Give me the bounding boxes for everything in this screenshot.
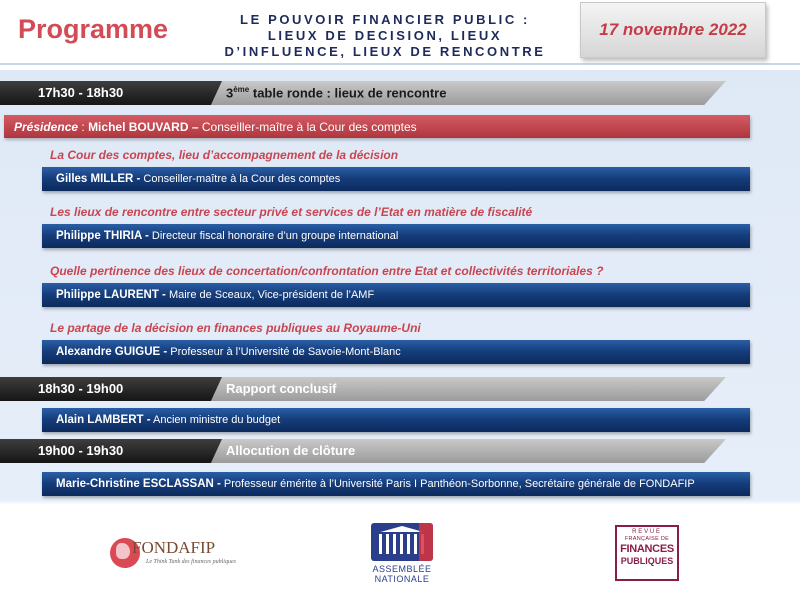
session-label-text: table ronde : lieux de rencontre xyxy=(249,85,447,101)
speaker-role: Conseiller-maître à la Cour des comptes xyxy=(140,173,341,185)
presidence-name: Michel BOUVARD – xyxy=(88,120,199,134)
event-date: 17 novembre 2022 xyxy=(599,20,747,39)
speaker-name: Philippe THIRIA - xyxy=(56,230,149,242)
assemblee-nationale-logo xyxy=(362,523,442,589)
event-title-line-1: LE POUVOIR FINANCIER PUBLIC : xyxy=(240,12,530,27)
presidence-bar xyxy=(4,115,750,138)
emblem-red-stripe xyxy=(419,523,433,561)
rffp-line-3: FINANCES xyxy=(620,543,674,555)
footer-logos xyxy=(0,505,800,600)
session-label xyxy=(226,85,446,100)
session-label-ordinal: ème xyxy=(233,85,250,94)
fondafip-name: FONDAFIP xyxy=(132,538,216,557)
session-label: Rapport conclusif xyxy=(226,381,337,396)
programme-heading: Programme xyxy=(18,14,169,44)
header-divider xyxy=(0,63,800,65)
session-label-number: 3 xyxy=(226,85,234,101)
rffp-line-2: FRANÇAISE DE xyxy=(624,536,670,542)
session-time: 18h30 - 19h00 xyxy=(38,381,124,396)
session-time: 19h00 - 19h30 xyxy=(38,443,124,458)
topic-heading: La Cour des comptes, lieu d’accompagnement de la décision xyxy=(50,148,399,162)
topic-heading: Le partage de la décision en finances publiques au Royaume-Uni xyxy=(50,321,421,335)
assemblee-emblem-icon xyxy=(371,523,433,561)
rffp-logo xyxy=(615,525,679,581)
speaker-name: Alain LAMBERT - xyxy=(56,414,151,426)
speaker-name: Philippe LAURENT - xyxy=(56,289,166,301)
session-label: Allocution de clôture xyxy=(226,443,356,458)
speaker-bar xyxy=(42,167,750,191)
speaker-role: Ancien ministre du budget xyxy=(150,414,281,426)
event-title xyxy=(205,12,565,60)
rffp-line-1: REVUE xyxy=(632,529,662,535)
presidence-role: Conseiller-maître à la Cour des comptes xyxy=(198,120,417,134)
event-title-line-2: LIEUX DE DECISION, LIEUX xyxy=(267,28,503,43)
speaker-bar xyxy=(42,472,750,496)
rffp-line-4: PUBLIQUES xyxy=(620,556,674,566)
session-time: 17h30 - 18h30 xyxy=(38,85,124,100)
session-bar-2 xyxy=(0,377,726,401)
speaker-name: Alexandre GUIGUE - xyxy=(56,346,168,358)
speaker-bar xyxy=(42,340,750,364)
speaker-role: Professeur à l’Université de Savoie-Mont-Blanc xyxy=(167,346,401,358)
fondafip-logo xyxy=(110,535,250,575)
topic-heading: Les lieux de rencontre entre secteur privé et services de l’Etat en matière de fiscalité xyxy=(50,205,533,219)
speaker-role: Maire de Sceaux, Vice-président de l’AMF xyxy=(165,289,375,301)
presidence-label: Présidence xyxy=(14,120,79,134)
speaker-name: Gilles MILLER - xyxy=(56,173,141,185)
session-bar-1 xyxy=(0,81,726,105)
speaker-bar xyxy=(42,408,750,432)
assemblee-text xyxy=(362,564,442,584)
assemblee-line-2: NATIONALE xyxy=(374,574,430,584)
topic-heading: Quelle pertinence des lieux de concertation/confrontation entre Etat et collectivités territoriales ? xyxy=(50,264,604,278)
fondafip-tagline: Le Think Tank des finances publiques xyxy=(146,559,236,565)
speaker-bar xyxy=(42,283,750,307)
speaker-bar xyxy=(42,224,750,248)
speaker-name: Marie-Christine ESCLASSAN - xyxy=(56,478,221,490)
date-box xyxy=(580,2,766,58)
event-title-line-3: D’INFLUENCE, LIEUX DE RENCONTRE xyxy=(224,44,546,59)
speaker-role: Professeur émérite à l’Université Paris I Panthéon-Sorbonne, Secrétaire générale de FONDAFIP xyxy=(220,478,695,490)
session-bar-3 xyxy=(0,439,726,463)
presidence-separator: : xyxy=(78,120,89,134)
speaker-role: Directeur fiscal honoraire d’un groupe international xyxy=(148,230,399,242)
assemblee-line-1: ASSEMBLÉE xyxy=(372,564,432,574)
